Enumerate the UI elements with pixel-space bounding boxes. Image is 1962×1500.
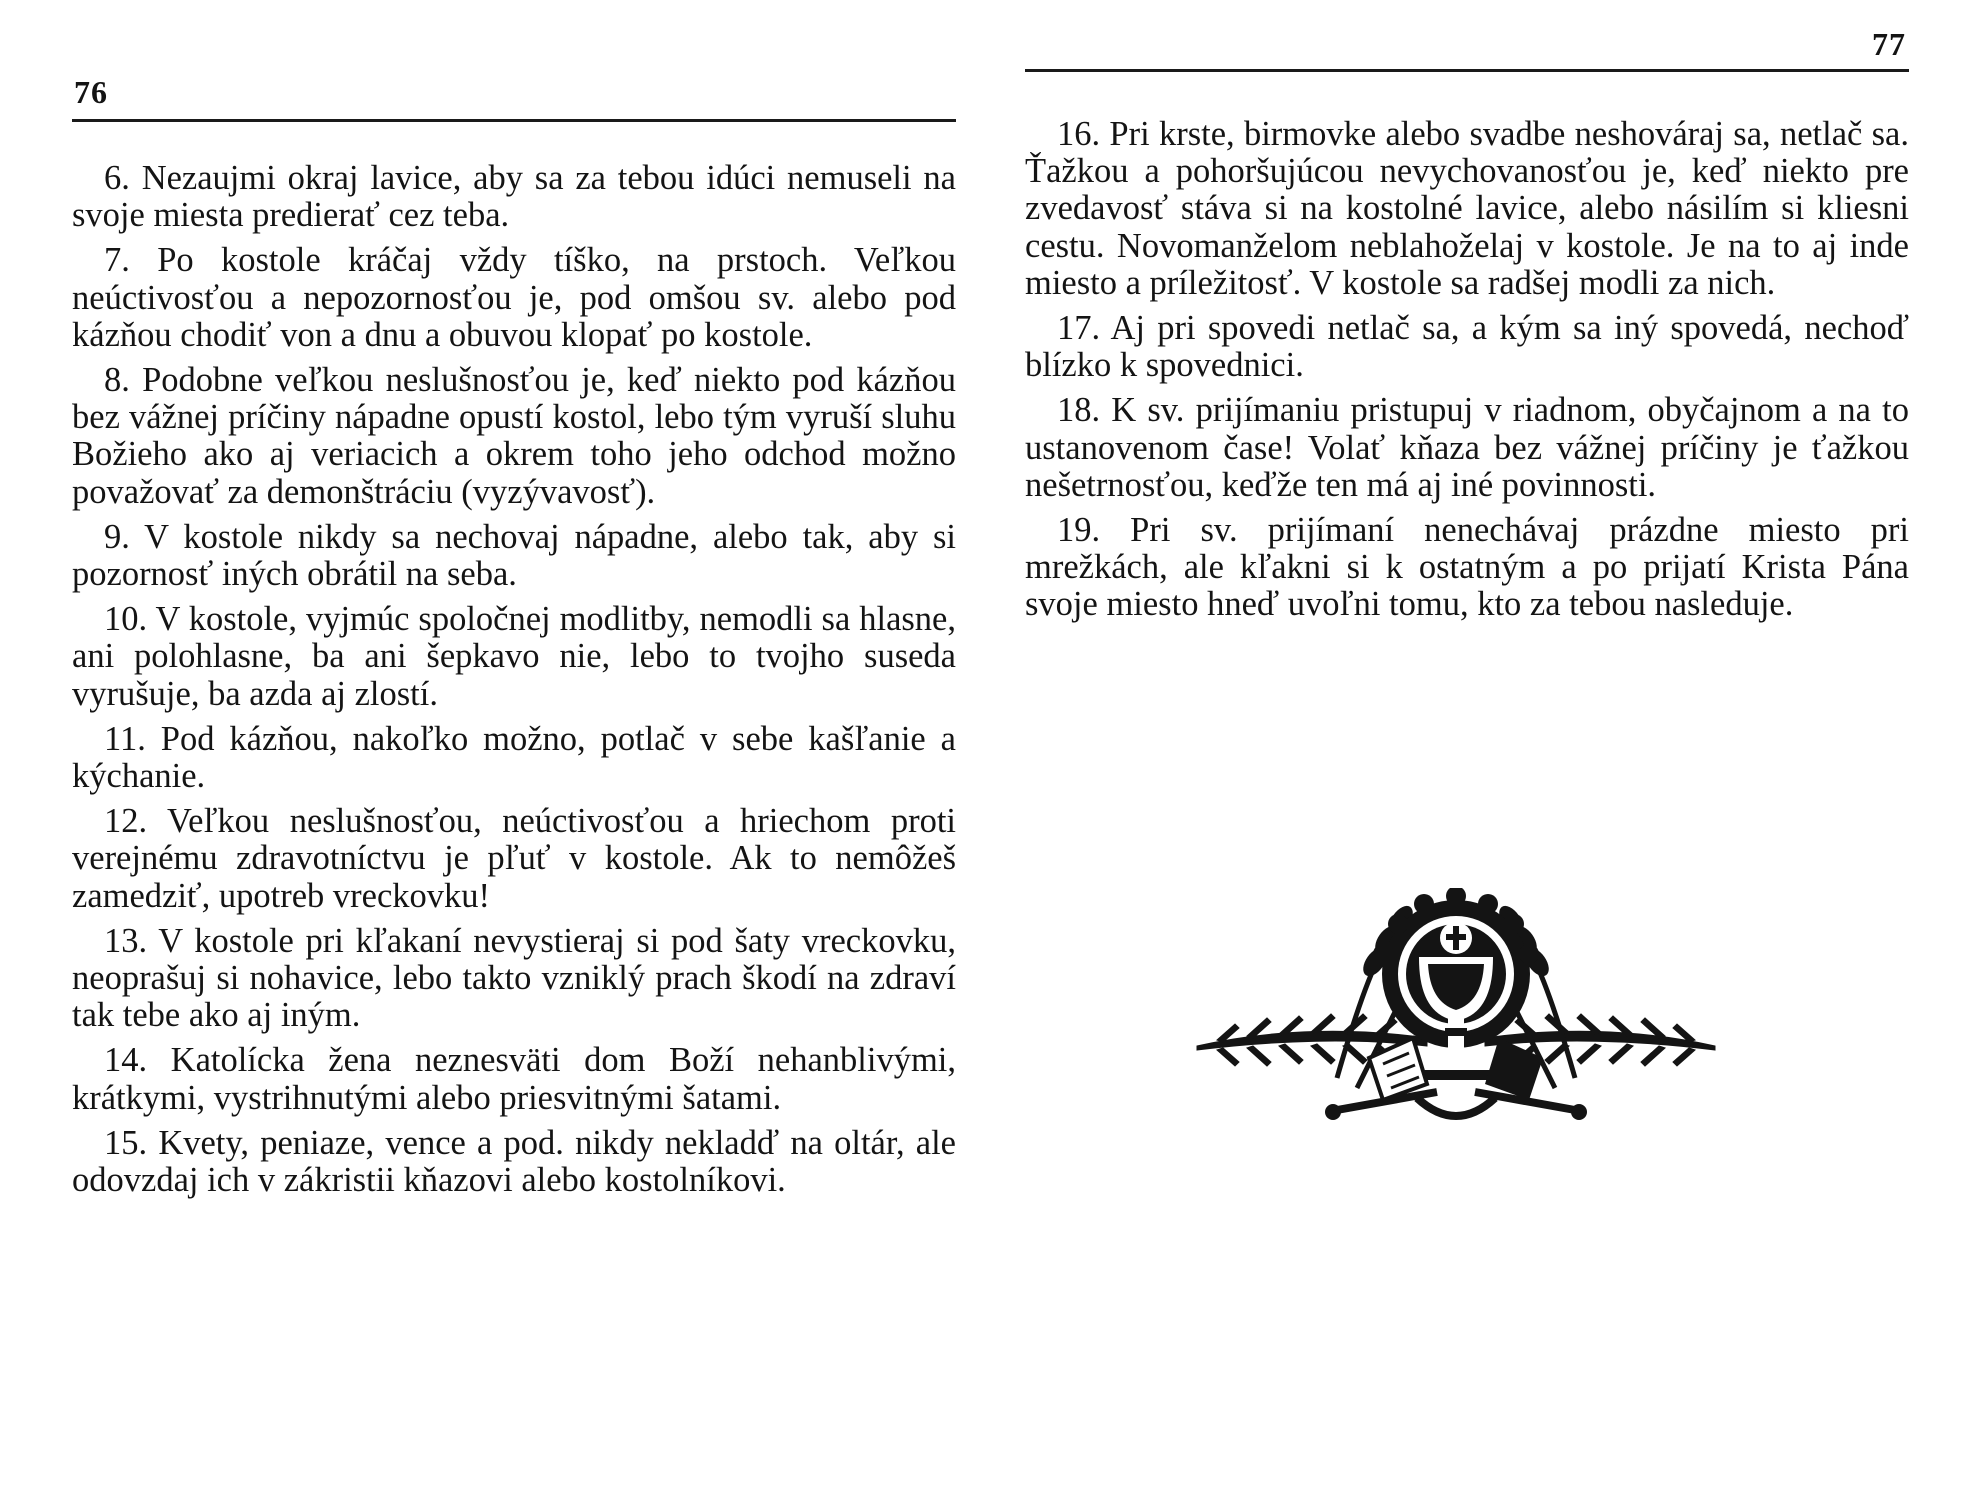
- paragraph-13: 13. V kostole pri kľakaní nevystieraj si pod šaty vreckovku, neoprašuj si nohavice, lebo takto vzniklý prach škodí na zdraví tak tebe ako aj iným.: [72, 921, 956, 1035]
- page-number-right: 77: [1872, 26, 1906, 62]
- paragraph-7: 7. Po kostole kráčaj vždy tíško, na prstoch. Veľkou neúctivosťou a nepozornosťou je, pod omšou sv. alebo pod kázňou chodiť von a dnu a obuvou klopať po kostole.: [72, 241, 956, 354]
- paragraph-14: 14. Katolícka žena neznesväti dom Boží nehanblivými, krátkymi, vystrihnutými alebo priesvitnými šatami.: [72, 1041, 956, 1117]
- paragraph-15: 15. Kvety, peniaze, vence a pod. nikdy nekladď na oltár, ale odovzdaj ich v zákristii kňazovi alebo kostolníkovi.: [72, 1123, 956, 1200]
- paragraph-11: 11. Pod kázňou, nakoľko možno, potlač v sebe kašľanie a kýchanie.: [72, 719, 956, 796]
- paragraph-8: 8. Podobne veľkou neslušnosťou je, keď niekto pod kázňou bez vážnej príčiny nápadne opustí kostol, lebo tým vyruší sluhu Božieho ako aj veriacich a okrem toho jeho odchod možno považovať za demonštráciu (vyzývavosť).: [72, 361, 956, 511]
- paragraph-18: 18. K sv. prijímaniu pristupuj v riadnom, obyčajnom a na to ustanovenom čase! Volať kňaza bez vážnej príčiny je ťažkou nešetrnosťou, keďže ten má aj iné povinnosti.: [1025, 391, 1909, 504]
- paragraph-10: 10. V kostole, vyjmúc spoločnej modlitby, nemodli sa hlasne, ani polohlasne, ba ani šepkavo nie, lebo to tvojho suseda vyrušuje, ba azda aj zlostí.: [72, 600, 956, 713]
- paragraph-6: 6. Nezaujmi okraj lavice, aby sa za tebou idúci nemuseli na svoje miesta predierať cez teba.: [72, 159, 956, 235]
- paragraph-9: 9. V kostole nikdy sa nechovaj nápadne, alebo tak, aby si pozornosť iných obrátil na seba.: [72, 517, 956, 594]
- paragraph-12: 12. Veľkou neslušnosťou, neúctivosťou a hriechom proti verejnému zdravotníctvu je pľuť v kostole. Ak to nemôžeš zamedziť, upotreb vreckovku!: [72, 802, 956, 915]
- paragraph-17: 17. Aj pri spovedi netlač sa, a kým sa iný spovedá, nechoď blízko k spovednici.: [1025, 309, 1909, 385]
- right-page-text: [1025, 116, 1909, 632]
- paragraph-19: 19. Pri sv. prijímaní nenechávaj prázdne miesto pri mrežkách, ale kľakni si k ostatným a po prijatí Krista Pána svoje miesto hneď uvoľni tomu, kto za tebou nasleduje.: [1025, 511, 1909, 624]
- header-rule-right: [1025, 69, 1909, 72]
- header-rule-left: [72, 119, 956, 122]
- right-page: [981, 0, 1962, 1500]
- page-number-left: 76: [74, 74, 108, 110]
- chalice-ornament-icon: [1187, 888, 1725, 1138]
- left-page-text: [72, 160, 956, 1207]
- paragraph-16: 16. Pri krste, birmovke alebo svadbe neshováraj sa, netlač sa. Ťažkou a pohoršujúcou nevychovanosťou je, keď niekto pre zvedavosť stáva si na kostolné lavice, alebo násilím si kliesni cestu. Novomanželom neblahoželaj v kostole. Je na to aj inde miesto a príležitosť. V kostole sa radšej modli za nich.: [1025, 115, 1909, 302]
